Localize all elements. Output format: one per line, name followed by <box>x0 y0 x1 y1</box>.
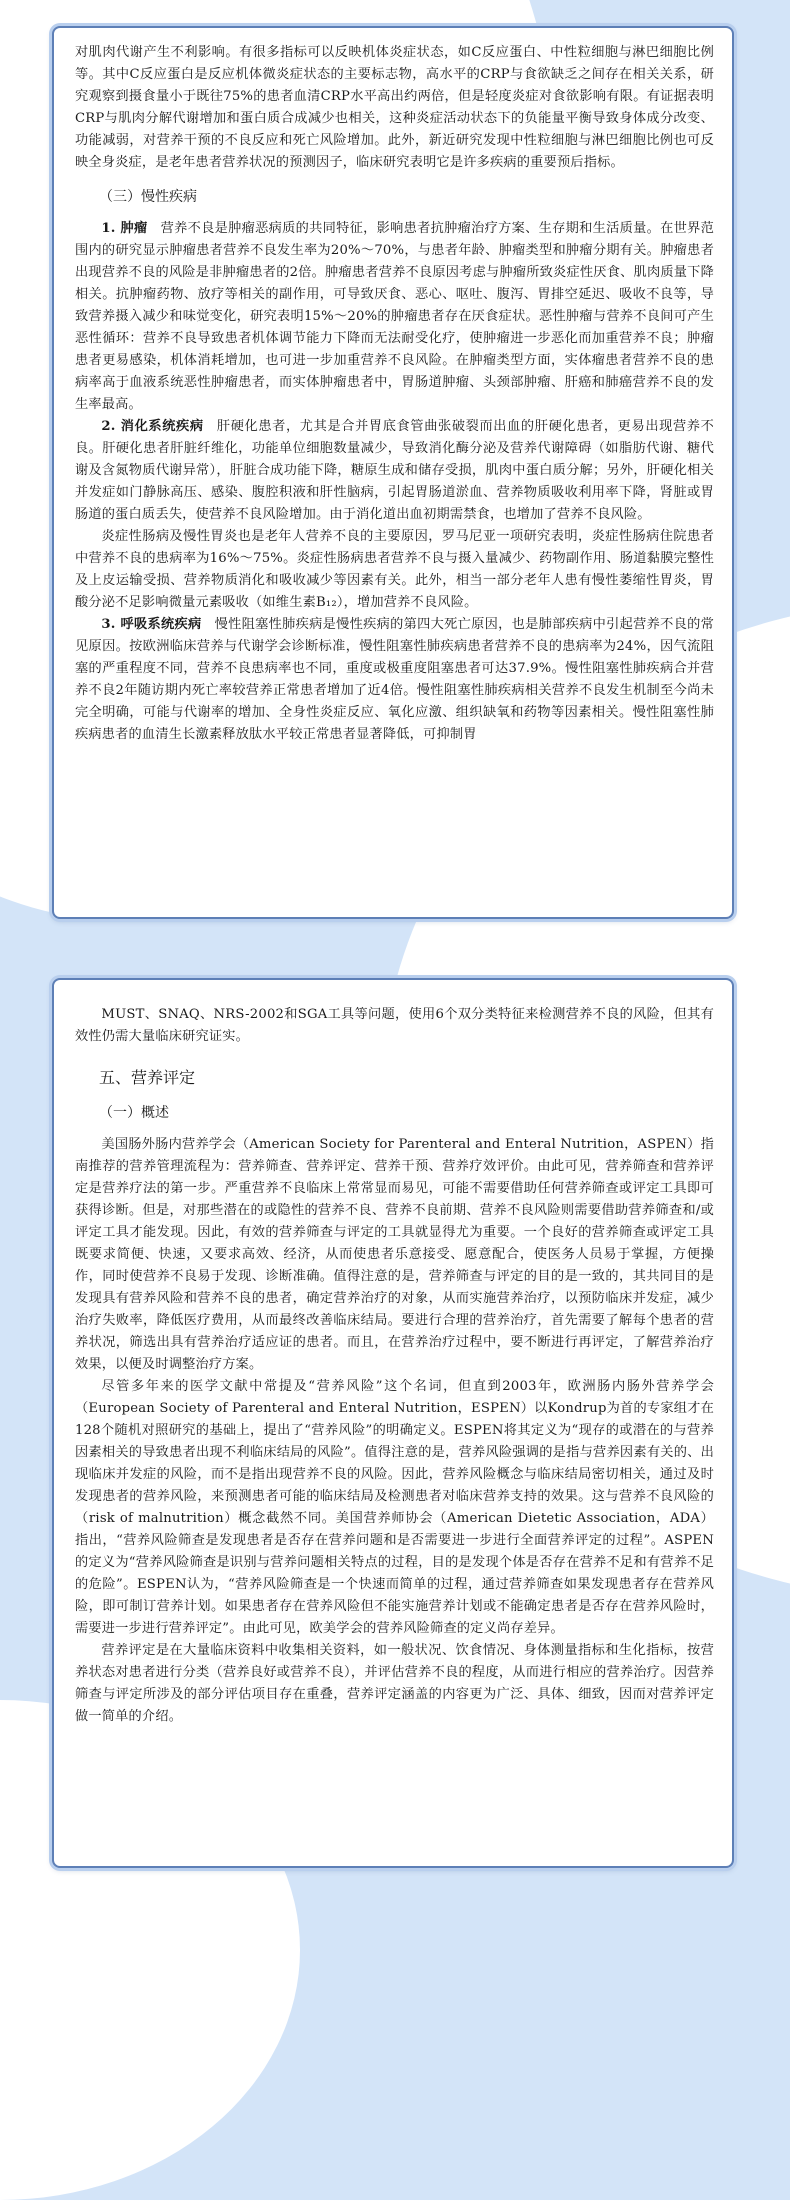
paragraph-text: 慢性阻塞性肺疾病是慢性疾病的第四大死亡原因，也是肺部疾病中引起营养不良的常见原因。按欧洲临床营养与代谢学会诊断标准，慢性阻塞性肺疾病患者营养不良的患病率为24%，因气流阻塞的严重程度不同，营养不良患病率也不同，重度或极重度阻塞患者可达37.9%。慢性阻塞性肺疾病合并营养不良2年随访期内死亡率较营养正常患者增加了近4倍。慢性阻塞性肺疾病相关营养不良发生机制至今尚未完全明确，可能与代谢率的增加、全身性炎症反应、氧化应激、组织缺氧和药物等因素相关。慢性阻塞性肺疾病患者的血清生长激素释放肽水平较正常患者显著降低，可抑制胃 <box>75 617 714 742</box>
page-card-2 <box>52 978 734 1868</box>
paragraph: MUST、SNAQ、NRS-2002和SGA工具等问题，使用6个双分类特征来检测营养不良的风险，但其有效性仍需大量临床研究证实。 <box>75 1007 714 1044</box>
subsection-title: 1. 肿瘤 <box>101 221 148 236</box>
paragraph: 尽管多年来的医学文献中常提及“营养风险”这个名词，但直到2003年，欧洲肠内肠外营养学会（European Society of Parenteral and Enteral Nutrition，ESPEN）以Kondrup为首的专家组才在128个随机对照研究的基础上，提出了“营养风险”的明确定义。ESPEN将其定义为“现存的或潜在的与营养因素相关的导致患者出现不利临床结局的风险”。值得注意的是，营养风险强调的是指与营养因素有关的、出现临床并发症的风险，而不是指出现营养不良的风险。因此，营养风险概念与临床结局密切相关，通过及时发现患者的营养风险，来预测患者可能的临床结局及检测患者对临床营养支持的效果。这与营养不良风险的（risk of malnutrition）概念截然不同。美国营养师协会（American Dietetic Association，ADA）指出，“营养风险筛查是发现患者是否存在营养问题和是否需要进一步进行全面营养评定的过程”。ASPEN的定义为“营养风险筛查是识别与营养问题相关特点的过程，目的是发现个体是否存在营养不足和有营养不足的危险”。ESPEN认为，“营养风险筛查是一个快速而简单的过程，通过营养筛查如果发现患者存在营养风险，即可制订营养计划。如果患者存在营养风险但不能实施营养计划或不能确定患者是否存在营养风险时，需要进一步进行营养评定”。由此可见，欧美学会的营养风险筛查的定义尚存差异。 <box>75 1379 714 1636</box>
section-heading: （一）概述 <box>99 1105 169 1121</box>
paragraph-text: 肝硬化患者，尤其是合并胃底食管曲张破裂而出血的肝硬化患者，更易出现营养不良。肝硬化患者肝脏纤维化，功能单位细胞数量减少，导致消化酶分泌及营养代谢障碍（如脂肪代谢、糖代谢及含氮物质代谢异常），肝脏合成功能下降，糖原生成和储存受损，肌肉中蛋白质分解；另外，肝硬化相关并发症如门静脉高压、感染、腹腔积液和肝性脑病，引起胃肠道淤血、营养物质吸收利用率下降，肾脏或胃肠道的蛋白质丢失，使营养不良风险增加。由于消化道出血初期需禁食，也增加了营养不良风险。 <box>75 419 714 522</box>
subsection-title: 2. 消化系统疾病 <box>101 419 204 434</box>
subsection-title: 3. 呼吸系统疾病 <box>101 617 202 632</box>
page-card-1 <box>52 26 734 919</box>
paragraph-tumor <box>75 218 714 416</box>
paragraph: 炎症性肠病及慢性胃炎也是老年人营养不良的主要原因，罗马尼亚一项研究表明，炎症性肠病住院患者中营养不良的患病率为16%～75%。炎症性肠病患者营养不良与摄入量减少、药物副作用、肠道黏膜完整性及上皮运输受损、营养物质消化和吸收减少等因素有关。此外，相当一部分老年人患有慢性萎缩性胃炎，胃酸分泌不足影响微量元素吸收（如维生素B₁₂），增加营养不良风险。 <box>75 529 714 610</box>
section-heading: （三）慢性疾病 <box>99 189 197 205</box>
paragraph-text: 营养不良是肿瘤恶病质的共同特征，影响患者抗肿瘤治疗方案、生存期和生活质量。在世界范围内的研究显示肿瘤患者营养不良发生率为20%～70%，与患者年龄、肿瘤类型和肿瘤分期有关。肿瘤患者出现营养不良的风险是非肿瘤患者的2倍。肿瘤患者营养不良原因考虑与肿瘤所致炎症性厌食、肌肉质量下降相关。抗肿瘤药物、放疗等相关的副作用，可导致厌食、恶心、呕吐、腹泻、胃排空延迟、吸收不良等，导致营养摄入减少和味觉变化，研究表明15%～20%的肿瘤患者存在厌食症状。恶性肿瘤与营养不良间可产生恶性循环：营养不良导致患者机体调节能力下降而无法耐受化疗，使肿瘤进一步恶化而加重营养不良；肿瘤患者更易感染，机体消耗增加，也可进一步加重营养不良风险。在肿瘤类型方面，实体瘤患者营养不良的患病率高于血液系统恶性肿瘤患者，而实体肿瘤患者中，胃肠道肿瘤、头颈部肿瘤、肝癌和肺癌营养不良的发生率最高。 <box>75 221 715 412</box>
paragraph: 美国肠外肠内营养学会（American Society for Parenteral and Enteral Nutrition，ASPEN）指南推荐的营养管理流程为：营养筛查、营养评定、营养干预、营养疗效评价。由此可见，营养筛查和营养评定是营养疗法的第一步。严重营养不良临床上常常显而易见，可能不需要借助任何营养筛查或评定工具即可获得诊断。但是，对那些潜在的或隐性的营养不良、营养不良前期、营养不良风险则需要借助营养筛查和/或评定工具才能发现。因此，有效的营养筛查与评定的工具就显得尤为重要。一个良好的营养筛查或评定工具既要求简便、快速，又要求高效、经济，从而使患者乐意接受、愿意配合，使医务人员易于掌握，方便操作，同时使营养不良易于发现、诊断准确。值得注意的是，营养筛查与评定的目的是一致的，其共同目的是发现具有营养风险和营养不良的患者，确定营养治疗的对象，从而实施营养治疗，以预防临床并发症，减少治疗失败率，降低医疗费用，从而最终改善临床结局。要进行合理的营养治疗，首先需要了解每个患者的营养状况，筛选出具有营养治疗适应证的患者。而且，在营养治疗过程中，要不断进行再评定，了解营养治疗效果，以便及时调整治疗方案。 <box>75 1137 714 1372</box>
paragraph: 对肌肉代谢产生不利影响。有很多指标可以反映机体炎症状态，如C反应蛋白、中性粒细胞与淋巴细胞比例等。其中C反应蛋白是反应机体微炎症状态的主要标志物，高水平的CRP与食欲缺乏之间存在相关关系，研究观察到摄食量小于既往75%的患者血清CRP水平高出约两倍，但是轻度炎症对食欲影响有限。有证据表明CRP与肌肉分解代谢增加和蛋白质合成减少也相关，这种炎症活动状态下的负能量平衡导致身体成分改变、功能减弱，对营养干预的不良反应和死亡风险增加。此外，新近研究发现中性粒细胞与淋巴细胞比例也可反映全身炎症，是老年患者营养状况的预测因子，临床研究表明它是许多疾病的重要预后指标。 <box>75 45 714 170</box>
paragraph-respiratory <box>75 614 714 746</box>
chapter-heading: 五、营养评定 <box>99 1068 196 1087</box>
paragraph-digestive <box>75 416 714 526</box>
paragraph: 营养评定是在大量临床资料中收集相关资料，如一般状况、饮食情况、身体测量指标和生化指标，按营养状态对患者进行分类（营养良好或营养不良），并评估营养不良的程度，从而进行相应的营养治疗。因营养筛查与评定所涉及的部分评估项目存在重叠，营养评定涵盖的内容更为广泛、具体、细致，因而对营养评定做一简单的介绍。 <box>75 1643 714 1724</box>
